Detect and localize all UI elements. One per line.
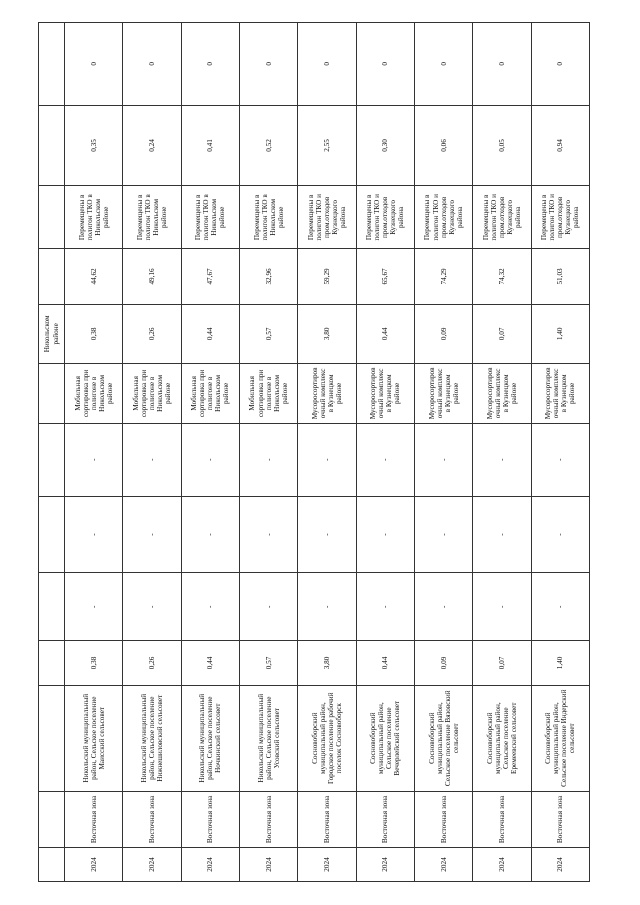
zone-cell: Восточная зона [298, 791, 356, 847]
volume-cell: 0,26 [123, 641, 181, 685]
zone-cell: Восточная зона [181, 791, 239, 847]
table-row [298, 23, 356, 882]
year-cell: 2024 [531, 847, 589, 881]
zone-cell: Восточная зона [123, 791, 181, 847]
object-cell: Мусоросортировочный комплекс в Кузнецком районе [414, 364, 472, 424]
destination-cell: Перемещены в полигон ТКО в Никольском районе [181, 186, 239, 249]
table-row [239, 23, 297, 882]
zone-cell: Восточная зона [239, 791, 297, 847]
object-cell: Мобильная сортировка при полигоне в Никольском районе [181, 364, 239, 424]
header-cell [39, 23, 65, 106]
object-volume-cell: 1,40 [531, 304, 589, 364]
municipality-cell: Сосновоборский муниципальный район, Сельское поселение Индерский сельсовет [531, 685, 589, 791]
zone-cell: Восточная зона [356, 791, 414, 847]
object-volume-cell: 0,09 [414, 304, 472, 364]
header-cell [39, 791, 65, 847]
empty-cell: - [531, 423, 589, 496]
object-cell: Мобильная сортировка при полигоне в Никольском районе [123, 364, 181, 424]
percent-cell: 49,16 [123, 249, 181, 304]
remainder-cell: 0,52 [239, 105, 297, 186]
year-cell: 2024 [123, 847, 181, 881]
empty-cell: - [65, 423, 123, 496]
municipality-cell: Никольский муниципальный район, Сельское поселение Усовский сельсовет [239, 685, 297, 791]
percent-cell: 47,67 [181, 249, 239, 304]
object-volume-cell: 0,44 [181, 304, 239, 364]
destination-cell: Перемещены в полигон ТКО и пром.отходов Кузнецкого района [473, 186, 531, 249]
remainder-cell: 0,41 [181, 105, 239, 186]
header-cell [39, 186, 65, 249]
year-cell: 2024 [181, 847, 239, 881]
header-cell-object: Никольском районе [39, 304, 65, 364]
volume-cell: 0,44 [356, 641, 414, 685]
empty-cell: - [181, 573, 239, 641]
municipality-cell: Сосновоборский муниципальный район, Городское поселение рабочий поселок Сосновоборск [298, 685, 356, 791]
last-cell: 0 [181, 23, 239, 106]
table-row [181, 23, 239, 882]
zone-cell: Восточная зона [65, 791, 123, 847]
object-cell: Мусоросортировочный комплекс в Кузнецком районе [473, 364, 531, 424]
table-row [473, 23, 531, 882]
header-cell [39, 847, 65, 881]
municipality-cell: Сосновоборский муниципальный район, Сельское поселение Вязовский сельсовет [414, 685, 472, 791]
destination-cell: Перемещены в полигон ТКО и пром.отходов Кузнецкого района [414, 186, 472, 249]
last-cell: 0 [123, 23, 181, 106]
percent-cell: 59,29 [298, 249, 356, 304]
object-cell: Мусоросортировочный комплекс в Кузнецком районе [531, 364, 589, 424]
municipality-cell: Сосновоборский муниципальный район, Сельское поселение Вечерлейский сельсовет [356, 685, 414, 791]
object-volume-cell: 0,57 [239, 304, 297, 364]
object-cell: Мобильная сортировка при полигоне в Никольском районе [239, 364, 297, 424]
empty-cell: - [181, 496, 239, 573]
remainder-cell: 0,24 [123, 105, 181, 186]
object-volume-cell: 0,26 [123, 304, 181, 364]
object-volume-cell: 3,80 [298, 304, 356, 364]
table-header-row [39, 23, 65, 882]
empty-cell: - [298, 573, 356, 641]
year-cell: 2024 [356, 847, 414, 881]
table-body [39, 23, 590, 882]
zone-cell: Восточная зона [473, 791, 531, 847]
empty-cell: - [65, 573, 123, 641]
municipality-cell: Никольский муниципальный район, Сельское поселение Ночкинский сельсовет [181, 685, 239, 791]
object-volume-cell: 0,07 [473, 304, 531, 364]
volume-cell: 3,80 [298, 641, 356, 685]
last-cell: 0 [298, 23, 356, 106]
volume-cell: 1,40 [531, 641, 589, 685]
table-row [356, 23, 414, 882]
percent-cell: 51,03 [531, 249, 589, 304]
object-cell: Мобильная сортировка при полигоне в Никольском районе [65, 364, 123, 424]
object-volume-cell: 0,38 [65, 304, 123, 364]
empty-cell: - [356, 573, 414, 641]
municipality-cell: Никольский муниципальный район, Сельское поселение Нижнешиловский сельсовет [123, 685, 181, 791]
last-cell: 0 [239, 23, 297, 106]
municipality-cell: Никольский муниципальный район, Сельское поселение Маисский сельсовет [65, 685, 123, 791]
empty-cell: - [239, 496, 297, 573]
last-cell: 0 [473, 23, 531, 106]
destination-cell: Перемещены в полигон ТКО и пром.отходов Кузнецкого района [356, 186, 414, 249]
header-cell [39, 105, 65, 186]
empty-cell: - [298, 423, 356, 496]
remainder-cell: 0,06 [414, 105, 472, 186]
empty-cell: - [239, 423, 297, 496]
percent-cell: 65,67 [356, 249, 414, 304]
zone-cell: Восточная зона [531, 791, 589, 847]
table-row [414, 23, 472, 882]
percent-cell: 32,96 [239, 249, 297, 304]
remainder-cell: 0,94 [531, 105, 589, 186]
empty-cell: - [473, 496, 531, 573]
object-volume-cell: 0,44 [356, 304, 414, 364]
empty-cell: - [123, 496, 181, 573]
table-row [531, 23, 589, 882]
header-cell [39, 249, 65, 304]
volume-cell: 0,09 [414, 641, 472, 685]
percent-cell: 74,32 [473, 249, 531, 304]
data-table [38, 22, 590, 882]
header-cell [39, 641, 65, 685]
last-cell: 0 [65, 23, 123, 106]
empty-cell: - [65, 496, 123, 573]
empty-cell: - [414, 573, 472, 641]
header-cell [39, 496, 65, 573]
remainder-cell: 2,55 [298, 105, 356, 186]
zone-cell: Восточная зона [414, 791, 472, 847]
empty-cell: - [414, 423, 472, 496]
percent-cell: 74,29 [414, 249, 472, 304]
destination-cell: Перемещены в полигон ТКО и пром.отходов Кузнецкого района [298, 186, 356, 249]
destination-cell: Перемещены в полигон ТКО в Никольском районе [239, 186, 297, 249]
year-cell: 2024 [239, 847, 297, 881]
empty-cell: - [356, 423, 414, 496]
object-cell: Мусоросортировочный комплекс в Кузнецком районе [298, 364, 356, 424]
volume-cell: 0,07 [473, 641, 531, 685]
header-cell [39, 364, 65, 424]
year-cell: 2024 [298, 847, 356, 881]
header-cell [39, 423, 65, 496]
table-row [65, 23, 123, 882]
object-cell: Мусоросортировочный комплекс в Кузнецком районе [356, 364, 414, 424]
table-row [123, 23, 181, 882]
empty-cell: - [414, 496, 472, 573]
empty-cell: - [123, 573, 181, 641]
empty-cell: - [531, 496, 589, 573]
rotated-table-wrapper [38, 22, 590, 882]
empty-cell: - [298, 496, 356, 573]
remainder-cell: 0,30 [356, 105, 414, 186]
empty-cell: - [239, 573, 297, 641]
header-cell [39, 573, 65, 641]
volume-cell: 0,38 [65, 641, 123, 685]
remainder-cell: 0,35 [65, 105, 123, 186]
percent-cell: 44,62 [65, 249, 123, 304]
empty-cell: - [123, 423, 181, 496]
year-cell: 2024 [414, 847, 472, 881]
empty-cell: - [181, 423, 239, 496]
header-cell [39, 685, 65, 791]
volume-cell: 0,44 [181, 641, 239, 685]
year-cell: 2024 [65, 847, 123, 881]
municipality-cell: Сосновоборский муниципальный район, Сельское поселение Еремеевский сельсовет [473, 685, 531, 791]
volume-cell: 0,57 [239, 641, 297, 685]
empty-cell: - [473, 423, 531, 496]
last-cell: 0 [414, 23, 472, 106]
last-cell: 0 [531, 23, 589, 106]
year-cell: 2024 [473, 847, 531, 881]
empty-cell: - [473, 573, 531, 641]
empty-cell: - [531, 573, 589, 641]
destination-cell: Перемещены в полигон ТКО в Никольском районе [65, 186, 123, 249]
remainder-cell: 0,05 [473, 105, 531, 186]
last-cell: 0 [356, 23, 414, 106]
destination-cell: Перемещены в полигон ТКО и пром.отходов Кузнецкого района [531, 186, 589, 249]
empty-cell: - [356, 496, 414, 573]
destination-cell: Перемещены в полигон ТКО в Никольском районе [123, 186, 181, 249]
